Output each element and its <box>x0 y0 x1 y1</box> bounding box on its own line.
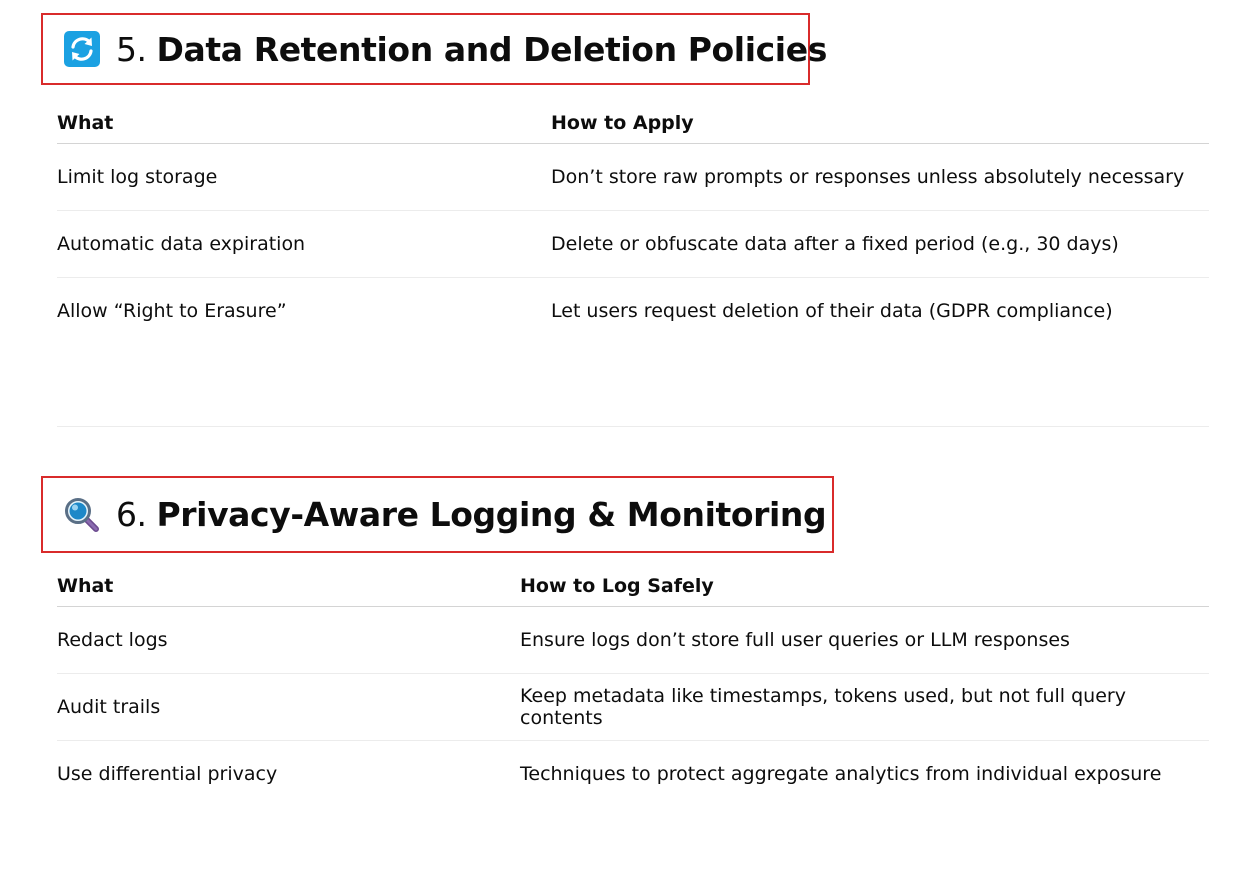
column-header-how: How to Log Safely <box>520 566 1209 607</box>
table-row <box>57 278 1209 345</box>
section-title: Data Retention and Deletion Policies <box>156 29 827 69</box>
cell-how: Ensure logs don’t store full user queries or LLM responses <box>520 607 1209 674</box>
cell-how: Don’t store raw prompts or responses unless absolutely necessary <box>551 144 1209 211</box>
column-header-what: What <box>57 103 551 144</box>
column-header-what: What <box>57 566 520 607</box>
table-row <box>57 674 1209 741</box>
cell-what: Audit trails <box>57 674 520 741</box>
section-heading <box>41 476 834 553</box>
cell-what: Automatic data expiration <box>57 211 551 278</box>
cell-how: Techniques to protect aggregate analytics from individual exposure <box>520 763 1162 785</box>
table-row <box>57 144 1209 211</box>
section-title: Privacy-Aware Logging & Monitoring <box>156 495 827 534</box>
logging-table <box>57 566 1209 807</box>
section-number: 5. <box>116 29 147 69</box>
table-header-row <box>57 566 1209 607</box>
magnifying-glass-icon <box>64 497 100 533</box>
column-header-how: How to Apply <box>551 103 1209 144</box>
cell-how: Delete or obfuscate data after a fixed period (e.g., 30 days) <box>551 211 1209 278</box>
table-row <box>57 607 1209 674</box>
table-row <box>57 741 1209 808</box>
cell-what: Allow “Right to Erasure” <box>57 300 287 322</box>
table-header-row <box>57 103 1209 144</box>
section-divider <box>57 426 1209 427</box>
table-row <box>57 211 1209 278</box>
arrows-counterclockwise-icon <box>64 31 100 67</box>
cell-what: Redact logs <box>57 607 520 674</box>
cell-what: Use differential privacy <box>57 763 278 785</box>
retention-table <box>57 103 1209 344</box>
cell-how: Keep metadata like timestamps, tokens used, but not full query contents <box>520 674 1209 741</box>
cell-how: Let users request deletion of their data (GDPR compliance) <box>551 300 1113 322</box>
section-number: 6. <box>116 495 147 534</box>
cell-what: Limit log storage <box>57 144 551 211</box>
section-heading <box>41 13 827 85</box>
